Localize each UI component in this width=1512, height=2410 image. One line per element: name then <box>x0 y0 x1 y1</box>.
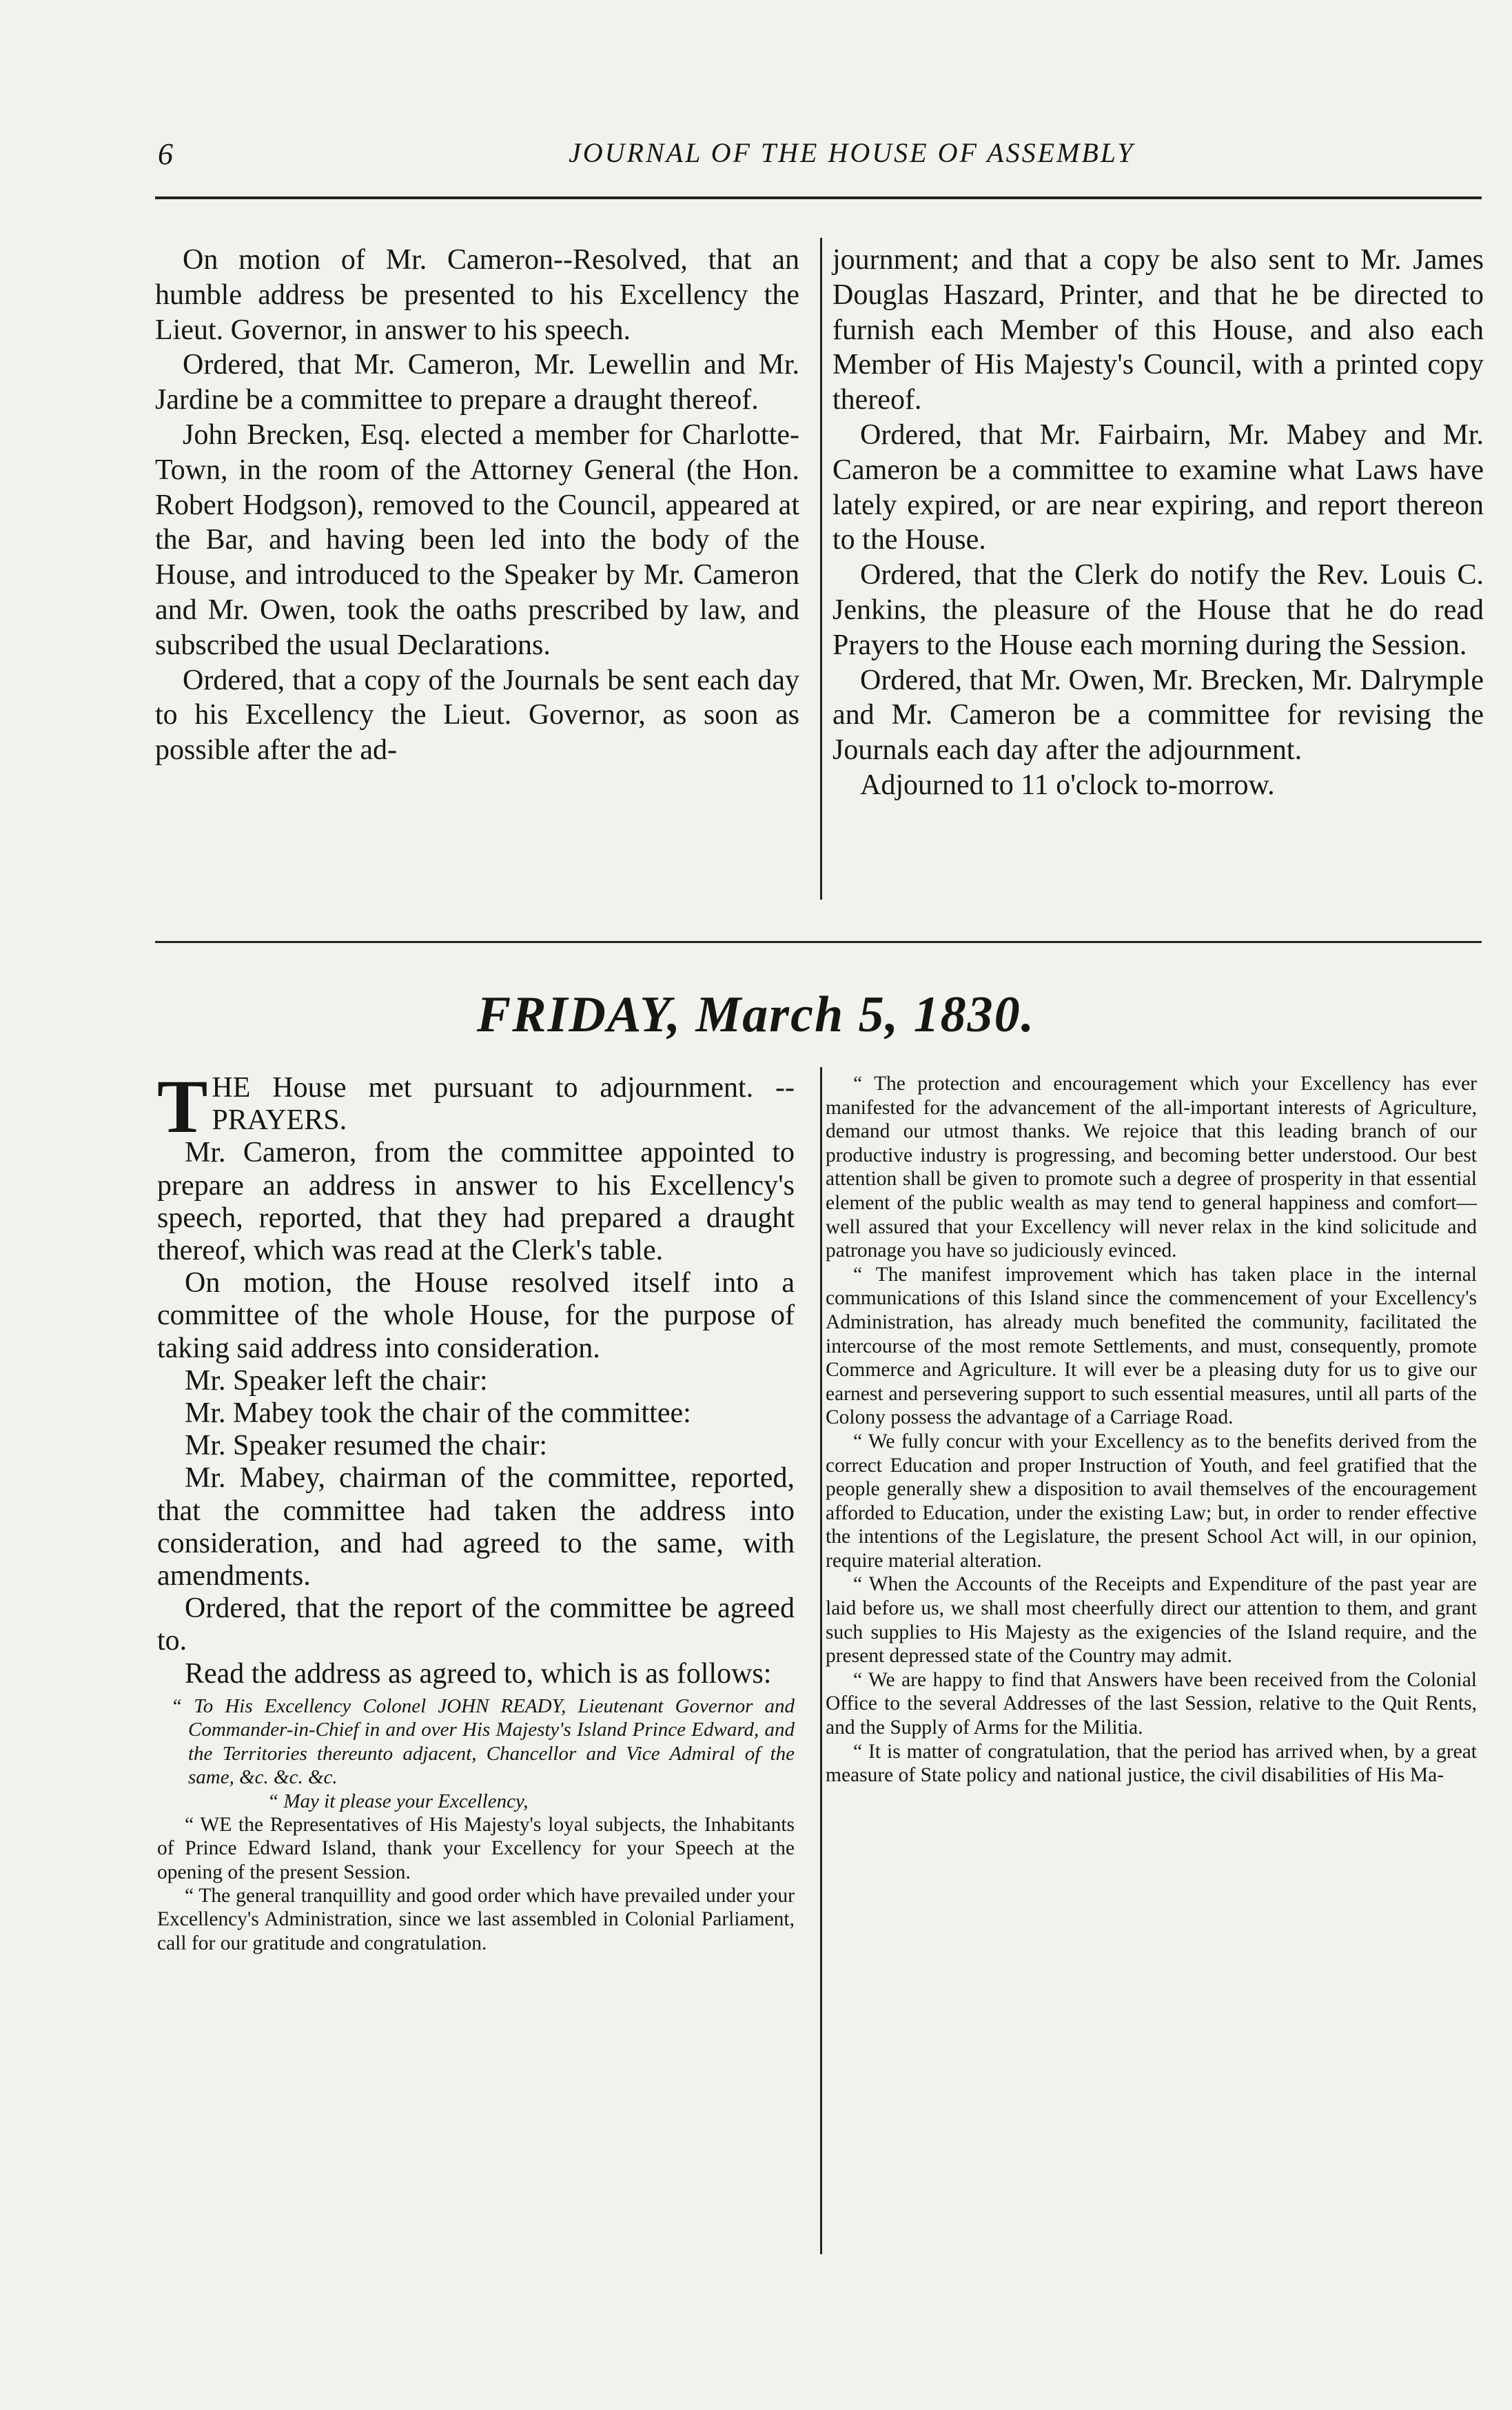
paragraph: On motion of Mr. Cameron--Resolved, that an humble address be presented to his Excellency the Lieut. Governor, in answer to his speech. <box>155 244 799 346</box>
paragraph: Ordered, that Mr. Cameron, Mr. Lewellin and Mr. Jardine be a committee to prepare a draught thereof. <box>155 349 799 416</box>
paragraph: John Brecken, Esq. elected a member for Charlotte-Town, in the room of the Attorney General (the Hon. Robert Hodgson), removed to the Council, appeared at the Bar, and having been led into the body of the House, and introduced to the Speaker by Mr. Cameron and Mr. Owen, took the oaths prescribed by law, and subscribed the usual Declarations. <box>155 418 799 661</box>
address-paragraph: “ The general tranquillity and good order which have prevailed under your Excellency's Administration, since we last assembled in Colonial Parliament, call for our gratitude and congratulation. <box>157 1885 795 1954</box>
paragraph: Ordered, that the report of the committee be agreed to. <box>157 1592 795 1657</box>
date-heading: FRIDAY, March 5, 1830. <box>476 986 1036 1043</box>
paragraph: Mr. Speaker left the chair: <box>185 1364 488 1397</box>
address-paragraph: “ WE the Representatives of His Majesty's loyal subjects, the Inhabitants of Prince Edward Island, thank your Excellency for your Speech at the opening of the present Session. <box>157 1813 795 1883</box>
header-rule <box>155 196 1482 199</box>
address-paragraph: “ The manifest improvement which has taken place in the internal communications of this Island since the commencement of your Excellency's Administration, has already much benefited the community, facilitated the intercourse of the most remote Settlements, and must, consequently, promote Commerce and Agriculture. It will ever be a pleasing duty for us to give our earnest and persevering support to such essential measures, until all parts of the Colony possess the advantage of a Carriage Road. <box>826 1263 1477 1429</box>
opening-text: HE House met pursuant to adjournment. --PRAYERS. <box>212 1072 795 1137</box>
address-heading: “ To His Excellency Colonel JOHN READY, Lieutenant Governor and Commander-in-Chief in and over His Majesty's Island Prince Edward, and the Territories thereunto adjacent, Chancellor and Vice Admiral of the same, &c. &c. &c. <box>171 1694 795 1789</box>
column-divider <box>820 238 822 900</box>
paragraph: Ordered, that Mr. Owen, Mr. Brecken, Mr. Dalrymple and Mr. Cameron be a committee for revising the Journals each day after the adjournment. <box>832 664 1484 767</box>
address-paragraph: “ It is matter of congratulation, that the period has arrived when, by a great measure of State policy and national justice, the civil disabilities of His Ma- <box>826 1740 1477 1787</box>
paragraph: Read the address as agreed to, which is as follows: <box>185 1657 772 1690</box>
paragraph: Ordered, that Mr. Fairbairn, Mr. Mabey and Mr. Cameron be a committee to examine what Laws have lately expired, or are near expiring, and report thereon to the House. <box>832 418 1484 556</box>
address-paragraph: “ We fully concur with your Excellency as to the benefits derived from the correct Education and proper Instruction of Youth, and feel gratified that the people generally shew a disposition to avail themselves of the encouragement afforded to Education, under the existing Law; but, in order to render effective the intentions of the Legislature, the present School Act will, in our opinion, require material alteration. <box>826 1430 1477 1572</box>
address-paragraph: “ We are happy to find that Answers have been received from the Colonial Office to the several Addresses of the last Session, relative to the Quit Rents, and the Supply of Arms for the Militia. <box>826 1668 1477 1739</box>
paragraph: Mr. Mabey took the chair of the committee: <box>185 1397 691 1430</box>
page-header <box>155 132 1485 181</box>
section2-left-column <box>157 1064 795 1955</box>
paragraph: Ordered, that a copy of the Journals be sent each day to his Excellency the Lieut. Governor, as soon as possible after the ad- <box>155 664 799 767</box>
paragraph: Ordered, that the Clerk do notify the Rev. Louis C. Jenkins, the pleasure of the House that he do read Prayers to the House each morning during the Session. <box>832 559 1484 661</box>
section1-right-column <box>832 243 1484 803</box>
address-paragraph: “ The protection and encouragement which your Excellency has ever manifested for the advancement of the all-important interests of Agriculture, demand our utmost thanks. We rejoice that this leading branch of our productive industry is progressing, and becoming better understood. Our best attention shall be given to promote such a degree of prosperity in that essential element of the public wealth as may tend to general happiness and comfort—well assured that your Excellency will never relax in the kind solicitude and patronage you have so judiciously evinced. <box>826 1073 1477 1262</box>
address-paragraph: “ When the Accounts of the Receipts and Expenditure of the past year are laid before us, we shall most cheerfully direct our attention to them, and grant such supplies to His Majesty as the exigencies of the Island require, and the present depressed state of the Country may admit. <box>826 1573 1477 1668</box>
section-rule <box>155 941 1482 943</box>
salutation: “ May it please your Excellency, <box>267 1790 529 1812</box>
section2-right-column <box>826 1072 1477 1788</box>
section1-left-column <box>155 243 799 768</box>
paragraph: On motion, the House resolved itself into a committee of the whole House, for the purpose of taking said address into consideration. <box>157 1267 795 1364</box>
paragraph: Mr. Mabey, chairman of the committee, reported, that the committee had taken the address into consideration, and had agreed to the same, with amendments. <box>157 1462 795 1592</box>
drop-cap: T <box>157 1064 208 1148</box>
paragraph: journment; and that a copy be also sent to Mr. James Douglas Haszard, Printer, and that he be directed to furnish each Member of this House, and also each Member of His Majesty's Council, with a printed copy thereof. <box>832 244 1484 416</box>
page-number: 6 <box>158 137 173 171</box>
column-divider <box>820 1067 822 2254</box>
paragraph: Mr. Speaker resumed the chair: <box>185 1430 547 1462</box>
opening-paragraph <box>157 1064 795 1148</box>
running-head: JOURNAL OF THE HOUSE OF ASSEMBLY <box>569 137 1135 168</box>
paragraph: Mr. Cameron, from the committee appointed to prepare an address in answer to his Excellency's speech, reported, that they had prepared a draught thereof, which was read at the Clerk's table. <box>157 1137 795 1267</box>
paragraph: Adjourned to 11 o'clock to-morrow. <box>860 769 1275 801</box>
